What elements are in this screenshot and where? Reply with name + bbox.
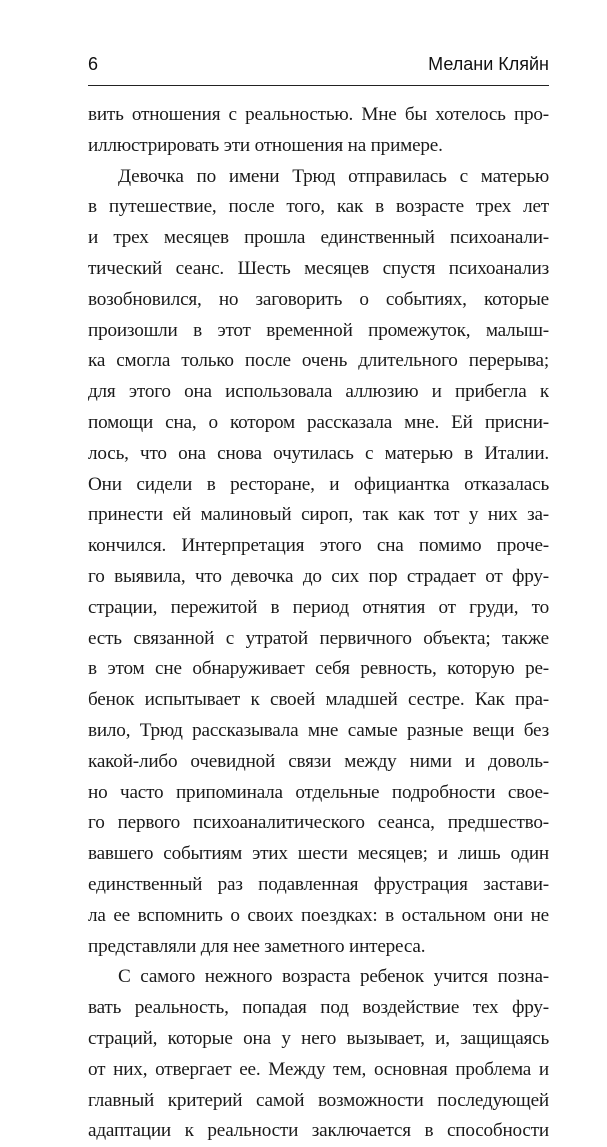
text-line: возобновился, но заговорить о событиях, которые <box>88 288 549 310</box>
header-rule <box>88 85 549 86</box>
text-line: иллюстрировать эти отношения на примере. <box>88 134 443 156</box>
text-line: представляли для нее заметного интереса. <box>88 935 426 957</box>
page-header <box>88 49 549 79</box>
text-line: страции, пережитой в период отнятия от груди, то <box>88 596 549 618</box>
paragraph <box>88 100 549 162</box>
text-line: от них, отвергает ее. Между тем, основная проблема и <box>88 1058 549 1080</box>
text-line: и трех месяцев прошла единственный психоанали- <box>88 227 549 249</box>
text-line: помощи сна, о котором рассказала мне. Ей присни- <box>88 411 549 433</box>
text-line: го первого психоаналитического сеанса, предшество- <box>88 812 549 834</box>
page-number: 6 <box>88 54 99 74</box>
text-line: но часто припоминала отдельные подробности свое- <box>88 781 549 803</box>
text-line: Девочка по имени Трюд отправилась с матерью <box>118 165 549 187</box>
text-line: в этом сне обнаруживает себя ревность, которую ре- <box>88 658 549 680</box>
text-line: Они сидели в ресторане, и официантка отказалась <box>88 473 549 495</box>
text-line: адаптации к реальности заключается в способности <box>88 1120 549 1142</box>
text-line: вило, Трюд рассказывала мне самые разные вещи без <box>88 719 549 741</box>
text-line: С самого нежного возраста ребенок учится позна- <box>118 966 549 988</box>
paragraph <box>88 962 549 1147</box>
text-line: кончился. Интерпретация этого сна помимо проче- <box>88 535 549 557</box>
text-line: страций, которые она у него вызывает, и, защищаясь <box>88 1027 549 1049</box>
text-line: ла ее вспомнить о своих поездках: в остальном они не <box>88 904 549 926</box>
text-line: есть связанной с утратой первичного объекта; также <box>88 627 549 649</box>
text-line: ка смогла только после очень длительного перерыва; <box>88 350 549 372</box>
text-line: принести ей малиновый сироп, так как тот у них за- <box>88 504 549 526</box>
text-line: произошли в этот временной промежуток, малыш- <box>88 319 549 341</box>
text-line: лось, что она снова очутилась с матерью в Италии. <box>88 442 549 464</box>
paragraph <box>88 162 549 963</box>
text-line: вать реальность, попадая под воздействие тех фру- <box>88 997 549 1019</box>
text-line: бенок испытывает к своей младшей сестре. Как пра- <box>88 689 549 711</box>
text-line: вить отношения с реальностью. Мне бы хотелось про- <box>88 104 549 125</box>
text-line: для этого она использовала аллюзию и прибегла к <box>88 381 549 403</box>
text-line: какой-либо очевидной связи между ними и доволь- <box>88 750 549 772</box>
text-line: главный критерий самой возможности последующей <box>88 1089 549 1111</box>
text-line: вавшего событиям этих шести месяцев; и лишь один <box>88 843 549 865</box>
text-line: го выявила, что девочка до сих пор страдает от фру- <box>88 565 549 587</box>
text-line: тический сеанс. Шесть месяцев спустя психоанализ <box>88 257 549 279</box>
body-text <box>88 100 549 1147</box>
text-line: единственный раз подавленная фрустрация застави- <box>88 873 549 895</box>
text-line: в путешествие, после того, как в возрасте трех лет <box>88 196 549 218</box>
running-head-author: Мелани Кляйн <box>428 54 549 74</box>
